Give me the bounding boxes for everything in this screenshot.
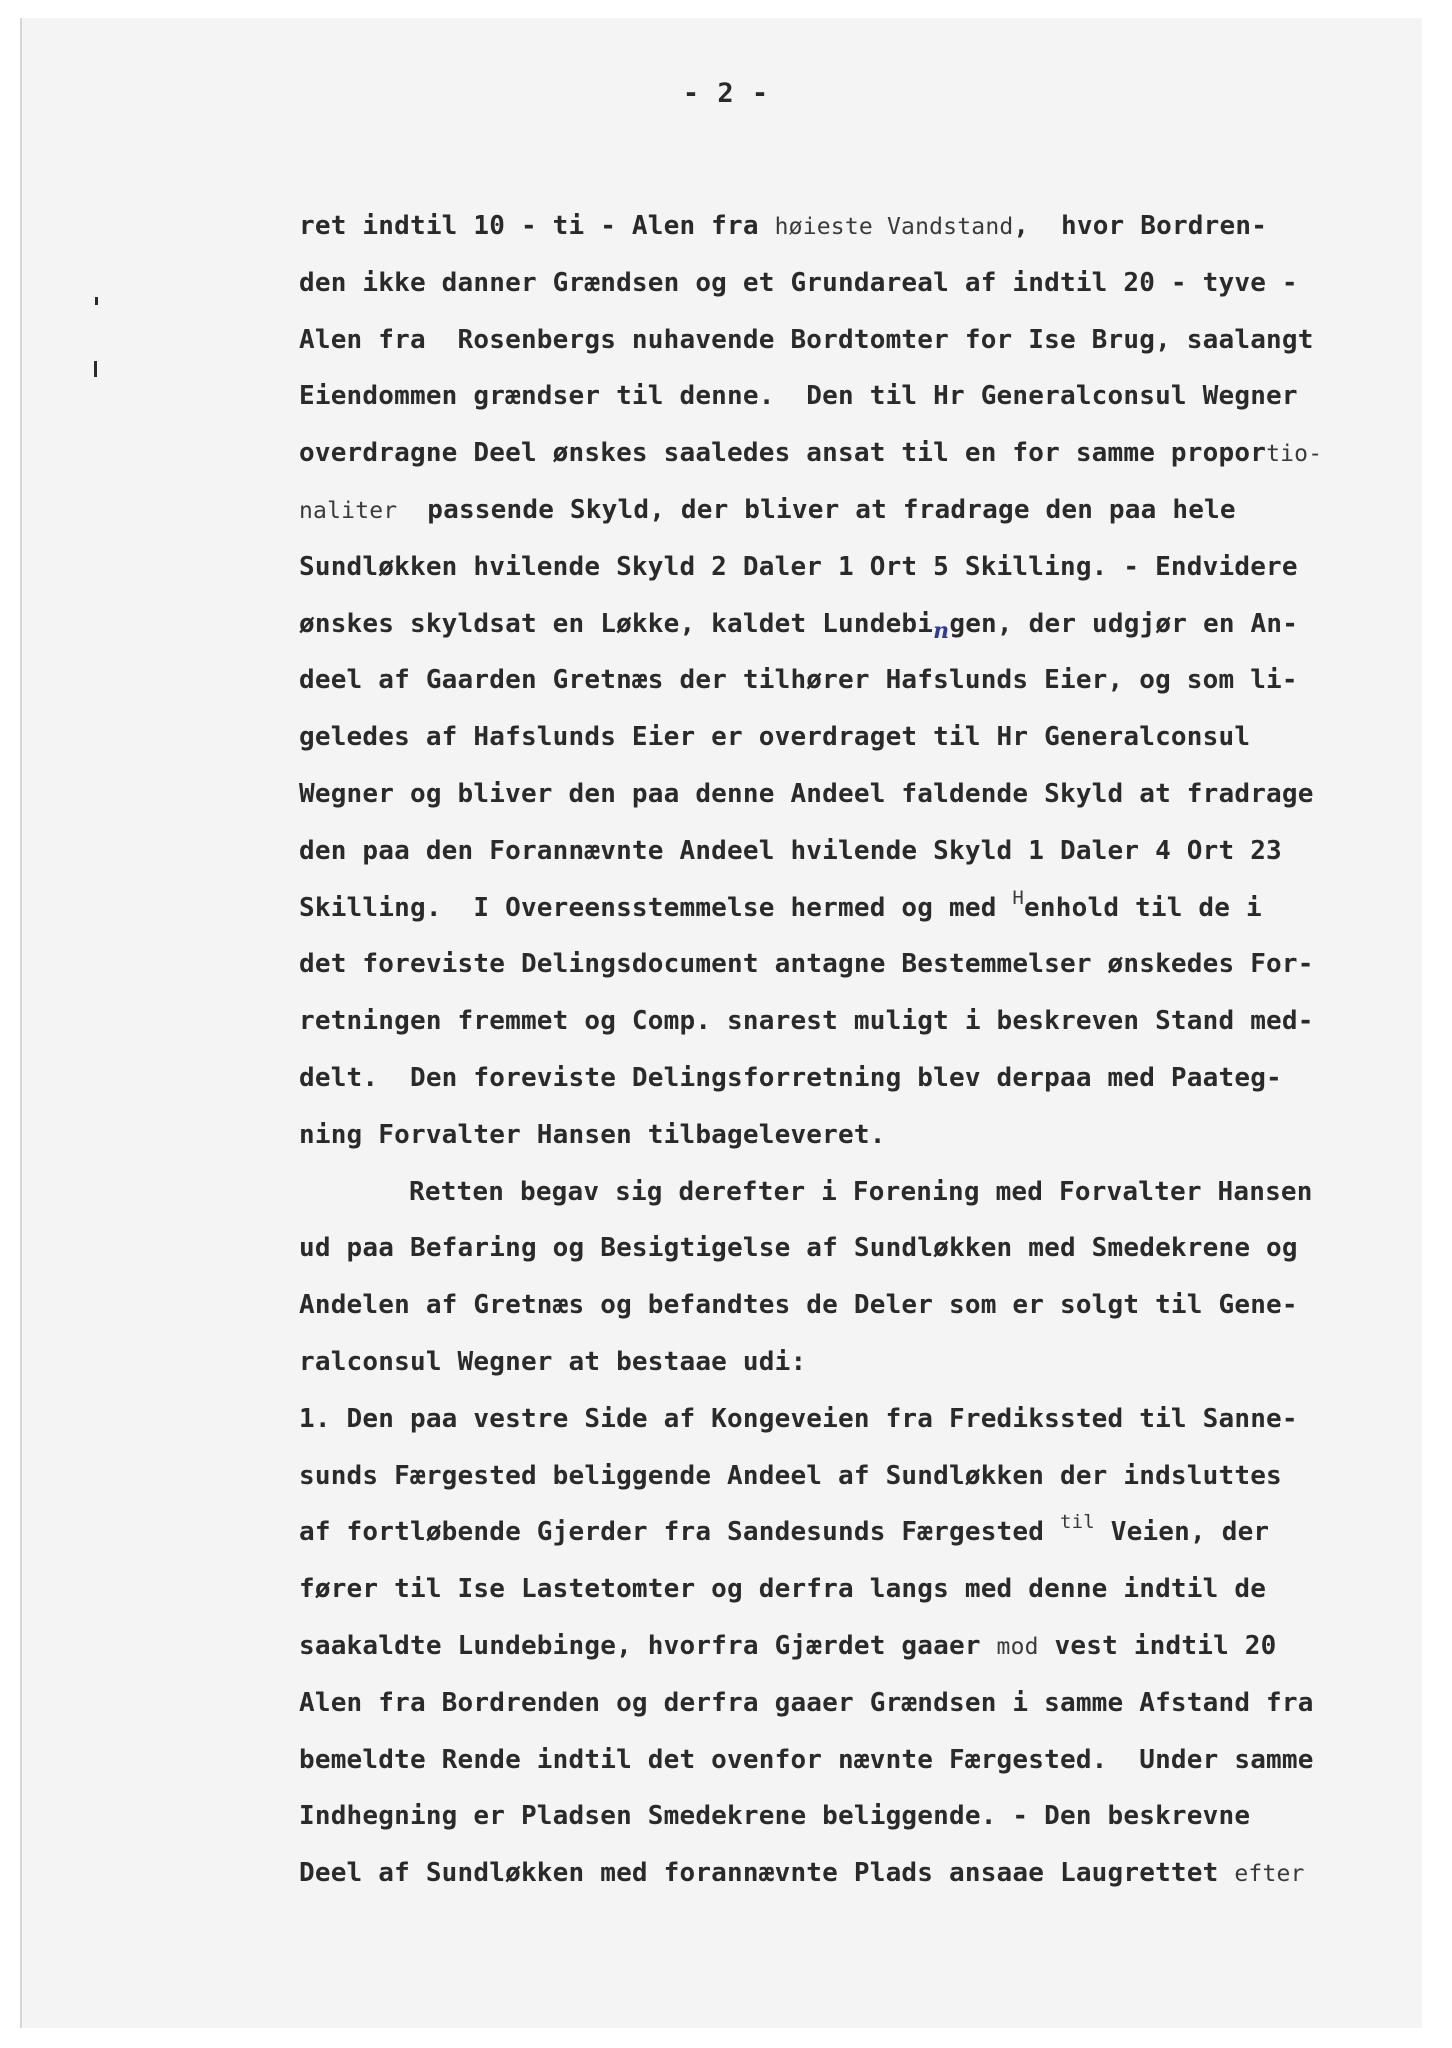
text-segment: Alen fra Bordrenden og derfra gaaer Grændsen i samme Afstand fra [299, 1687, 1314, 1718]
text-segment: Indhegning er Pladsen Smedekrene beliggende. - Den beskrevne [299, 1801, 1251, 1832]
text-line [299, 320, 1429, 377]
handwritten-correction: n [933, 617, 950, 644]
text-line [299, 1115, 1429, 1172]
text-line [299, 944, 1429, 1001]
page-number: - 2 - [682, 78, 770, 109]
text-line [299, 1001, 1429, 1058]
text-segment: overdragne Deel ønskes saaledes ansat til en for samme propor [299, 438, 1267, 469]
text-line [299, 547, 1429, 604]
text-line [299, 1399, 1429, 1456]
inserted-text: høieste Vandstand [774, 214, 1014, 240]
text-line [299, 1172, 1429, 1229]
text-segment: delt. Den foreviste Delingsforretning blev derpaa med Paateg- [299, 1062, 1282, 1093]
text-segment: Veien, der [1094, 1517, 1270, 1548]
text-line [299, 1512, 1429, 1569]
text-line [299, 831, 1429, 888]
superscript-insertion: H [1012, 886, 1025, 909]
inserted-text: mod [996, 1633, 1039, 1660]
text-segment: passende Skyld, der bliver at fradrage den paa hele [411, 494, 1236, 525]
text-line [299, 1626, 1429, 1683]
text-line [299, 1285, 1429, 1342]
text-line [299, 1058, 1429, 1115]
text-line [299, 1740, 1429, 1797]
text-segment: ning Forvalter Hansen tilbageleveret. [299, 1119, 886, 1150]
text-segment: ud paa Befaring og Besigtigelse af Sundløkken med Smedekrene og [299, 1233, 1298, 1264]
margin-tick-mark [95, 297, 98, 305]
text-segment: Skilling. I Overeensstemmelse hermed og med [299, 892, 1013, 923]
text-segment: saakaldte Lundebinge, hvorfra Gjærdet gaaer [299, 1630, 997, 1661]
text-segment: Deel af Sundløkken med forannævnte Plads ansaae Laugrettet [299, 1858, 1235, 1889]
text-segment: det foreviste Delingsdocument antagne Bestemmelser ønskedes For- [299, 949, 1314, 980]
text-segment: den ikke danner Grændsen og et Grundareal af indtil 20 - tyve - [299, 267, 1298, 298]
text-segment: bemeldte Rende indtil det ovenfor nævnte Færgested. Under samme [299, 1744, 1314, 1775]
text-segment: den paa den Forannævnte Andeel hvilende Skyld 1 Daler 4 Ort 23 [299, 835, 1282, 866]
typewritten-body-text [299, 206, 1429, 1910]
text-line [299, 490, 1429, 547]
text-segment: , hvor Bordren- [1013, 211, 1268, 241]
text-segment: retningen fremmet og Comp. snarest muligt i beskreven Stand med- [299, 1006, 1314, 1037]
inserted-text: efter [1234, 1861, 1305, 1888]
text-segment: Retten begav sig derefter i Forening med Forvalter Hansen [409, 1176, 1313, 1207]
inserted-text: tio- [1266, 441, 1323, 468]
text-segment: ret indtil 10 - ti - Alen fra [299, 211, 775, 241]
text-segment: ralconsul Wegner at bestaae udi: [299, 1346, 807, 1377]
text-segment: Alen fra Rosenbergs nuhavende Bordtomter for Ise Brug, saalangt [299, 324, 1314, 355]
text-segment: deel af Gaarden Gretnæs der tilhører Hafslunds Eier, og som li- [299, 665, 1298, 696]
inserted-text: naliter [299, 497, 412, 524]
text-line [299, 1853, 1429, 1910]
text-segment: Andelen af Gretnæs og befandtes de Deler som er solgt til Gene- [299, 1290, 1298, 1321]
text-line [299, 433, 1429, 490]
text-segment: fører til Ise Lastetomter og derfra langs med denne indtil de [299, 1574, 1267, 1605]
text-segment: geledes af Hafslunds Eier er overdraget til Hr Generalconsul [299, 722, 1251, 753]
text-segment: sunds Færgested beliggende Andeel af Sundløkken der indsluttes [299, 1460, 1282, 1491]
text-line [299, 206, 1429, 263]
text-segment: Eiendommen grændser til denne. Den til Hr Generalconsul Wegner [299, 381, 1298, 412]
text-segment: vest indtil 20 [1038, 1630, 1277, 1661]
text-segment: ønskes skyldsat en Løkke, kaldet Lundebi [299, 608, 934, 639]
text-line [299, 1456, 1429, 1513]
text-segment: Wegner og bliver den paa denne Andeel faldende Skyld at fradrage [299, 778, 1314, 809]
text-line [299, 774, 1429, 831]
text-line [299, 1342, 1429, 1399]
text-line [299, 888, 1429, 945]
text-line [299, 1796, 1429, 1853]
text-line [299, 1228, 1429, 1285]
text-line [299, 717, 1429, 774]
text-segment: af fortløbende Gjerder fra Sandesunds Færgested [299, 1517, 1060, 1548]
text-line [299, 1569, 1429, 1626]
text-line [299, 376, 1429, 433]
superscript-insertion: til [1059, 1511, 1095, 1534]
text-segment: 1. Den paa vestre Side af Kongeveien fra Fredikssted til Sanne- [299, 1403, 1298, 1434]
text-segment: gen, der udgjør en An- [949, 608, 1299, 639]
text-line [299, 263, 1429, 320]
text-line [299, 660, 1429, 717]
margin-tick-mark [94, 361, 97, 377]
text-line [299, 1683, 1429, 1740]
text-segment: Sundløkken hvilende Skyld 2 Daler 1 Ort 5 Skilling. - Endvidere [299, 551, 1298, 582]
text-segment: enhold til de i [1024, 892, 1262, 923]
text-line [299, 604, 1429, 661]
